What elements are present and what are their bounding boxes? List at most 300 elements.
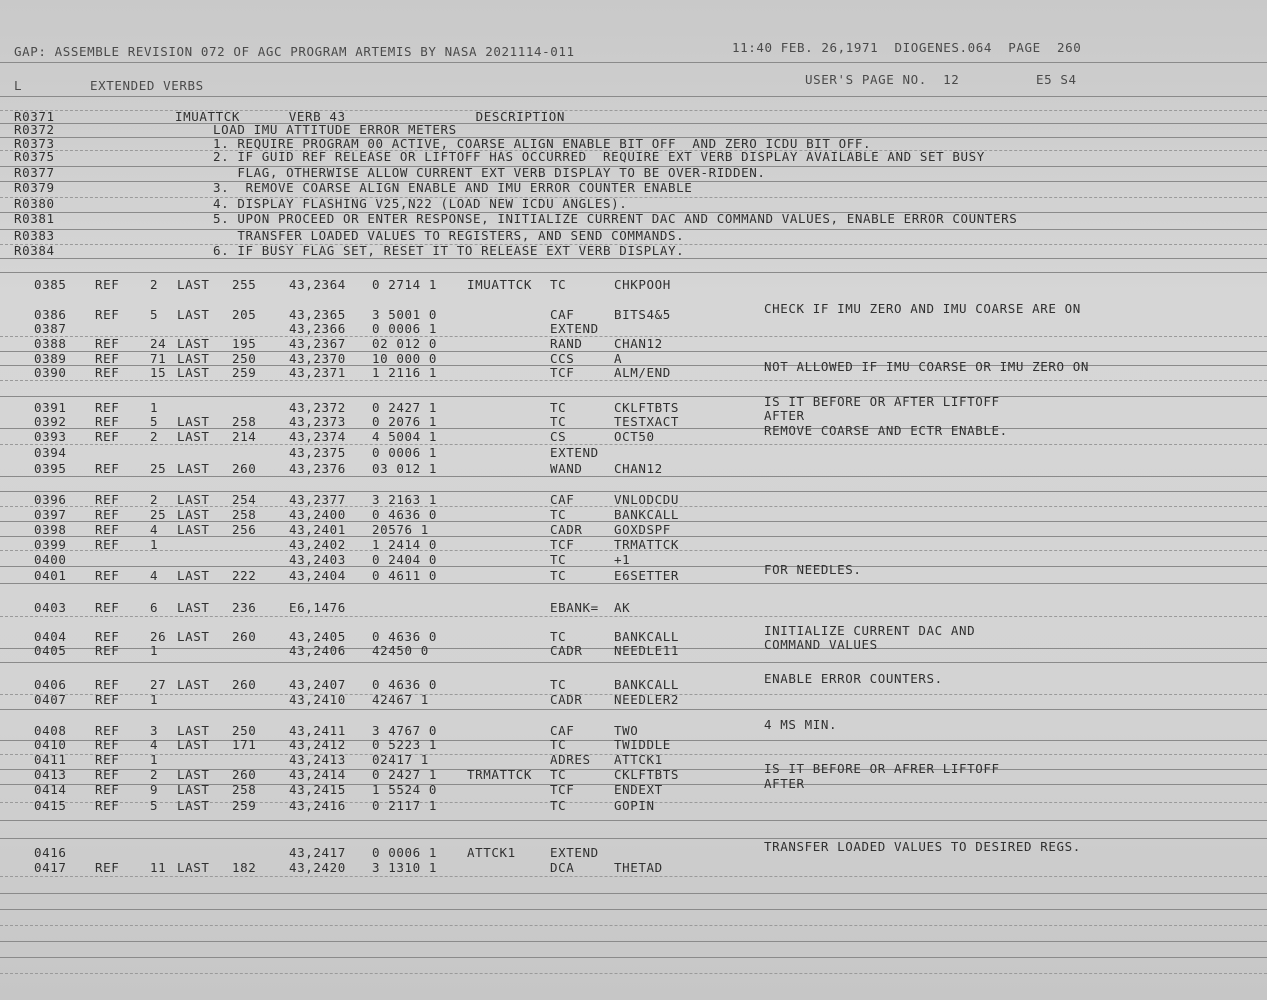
ref-marker: REF: [95, 336, 120, 351]
operand: CKLFTBTS: [614, 400, 680, 415]
opcode: TCF: [550, 782, 575, 797]
operand: OCT50: [614, 429, 655, 444]
address: 43,2366: [289, 321, 346, 336]
opcode: EXTEND: [550, 845, 599, 860]
last-line: 258: [232, 507, 257, 522]
last-line: 260: [232, 677, 257, 692]
address: 43,2417: [289, 845, 346, 860]
comment: INITIALIZE CURRENT DAC AND: [764, 623, 976, 638]
line-number: 0390: [34, 365, 67, 380]
octal-word: 3 5001 0: [372, 307, 438, 322]
last-marker: LAST: [177, 365, 210, 380]
operand: NEEDLE11: [614, 643, 680, 658]
line-number: 0386: [34, 307, 67, 322]
address: 43,2364: [289, 277, 346, 292]
opcode: CAF: [550, 723, 575, 738]
octal-word: 3 4767 0: [372, 723, 438, 738]
description-line-id: R0384: [14, 243, 55, 258]
octal-word: 42450 0: [372, 643, 429, 658]
last-marker: LAST: [177, 677, 210, 692]
ref-marker: REF: [95, 461, 120, 476]
last-line: 250: [232, 351, 257, 366]
comment: ENABLE ERROR COUNTERS.: [764, 671, 943, 686]
line-number: 0406: [34, 677, 67, 692]
address: E6,1476: [289, 600, 346, 615]
ref-marker: REF: [95, 414, 120, 429]
ref-count: 1: [150, 537, 159, 552]
last-marker: LAST: [177, 522, 210, 537]
description-line-text: TRANSFER LOADED VALUES TO REGISTERS, AND SEND COMMANDS.: [213, 228, 685, 243]
last-line: 260: [232, 767, 257, 782]
last-marker: LAST: [177, 492, 210, 507]
last-line: 214: [232, 429, 257, 444]
user-page-number: USER'S PAGE NO. 12: [805, 72, 960, 87]
opcode: TC: [550, 767, 567, 782]
opcode: CADR: [550, 692, 583, 707]
description-line-text: LOAD IMU ATTITUDE ERROR METERS: [213, 122, 457, 137]
paper-rule-line: [0, 258, 1267, 259]
ref-count: 2: [150, 429, 159, 444]
ref-marker: REF: [95, 351, 120, 366]
line-number: 0410: [34, 737, 67, 752]
last-line: 182: [232, 860, 257, 875]
description-line-id: R0381: [14, 211, 55, 226]
opcode: DCA: [550, 860, 575, 875]
ref-count: 27: [150, 677, 167, 692]
paper-rule-line: [0, 973, 1267, 974]
ref-count: 5: [150, 307, 159, 322]
operand: TWO: [614, 723, 639, 738]
paper-rule-line: [0, 444, 1267, 445]
address: 43,2413: [289, 752, 346, 767]
description-line-id: R0375: [14, 149, 55, 164]
line-number: 0391: [34, 400, 67, 415]
label: IMUATTCK: [467, 277, 533, 292]
last-marker: LAST: [177, 336, 210, 351]
ref-marker: REF: [95, 782, 120, 797]
ref-count: 4: [150, 522, 159, 537]
line-number: 0396: [34, 492, 67, 507]
comment: FOR NEEDLES.: [764, 562, 862, 577]
octal-word: 0 2714 1: [372, 277, 438, 292]
address: 43,2405: [289, 629, 346, 644]
ref-marker: REF: [95, 400, 120, 415]
last-marker: LAST: [177, 798, 210, 813]
octal-word: 1 5524 0: [372, 782, 438, 797]
header-assembly-line: GAP: ASSEMBLE REVISION 072 OF AGC PROGRAM ARTEMIS BY NASA 2021114-011: [14, 44, 575, 59]
ref-count: 24: [150, 336, 167, 351]
opcode: TC: [550, 737, 567, 752]
line-number: 0414: [34, 782, 67, 797]
opcode: CADR: [550, 643, 583, 658]
section-title: EXTENDED VERBS: [90, 78, 204, 93]
ref-count: 26: [150, 629, 167, 644]
last-marker: LAST: [177, 782, 210, 797]
address: 43,2375: [289, 445, 346, 460]
paper-rule-line: [0, 272, 1267, 273]
ref-marker: REF: [95, 537, 120, 552]
ref-count: 2: [150, 767, 159, 782]
paper-rule-line: [0, 96, 1267, 97]
ref-count: 25: [150, 461, 167, 476]
operand: AK: [614, 600, 631, 615]
octal-word: 3 1310 1: [372, 860, 438, 875]
description-line-id: R0383: [14, 228, 55, 243]
octal-word: 0 4611 0: [372, 568, 438, 583]
opcode: EXTEND: [550, 445, 599, 460]
ref-marker: REF: [95, 307, 120, 322]
operand: TRMATTCK: [614, 537, 680, 552]
line-number: 0403: [34, 600, 67, 615]
line-number: 0407: [34, 692, 67, 707]
ref-count: 11: [150, 860, 167, 875]
last-marker: LAST: [177, 351, 210, 366]
description-line-text: 6. IF BUSY FLAG SET, RESET IT TO RELEASE EXT VERB DISPLAY.: [213, 243, 685, 258]
octal-word: 0 2427 1: [372, 400, 438, 415]
description-line-id: R0377: [14, 165, 55, 180]
octal-word: 0 0006 1: [372, 445, 438, 460]
ref-count: 71: [150, 351, 167, 366]
operand: CKLFTBTS: [614, 767, 680, 782]
ref-marker: REF: [95, 277, 120, 292]
opcode: CAF: [550, 492, 575, 507]
ref-marker: REF: [95, 798, 120, 813]
octal-word: 20576 1: [372, 522, 429, 537]
address: 43,2376: [289, 461, 346, 476]
paper-rule-line: [0, 583, 1267, 584]
octal-word: 0 2076 1: [372, 414, 438, 429]
paper-rule-line: [0, 941, 1267, 942]
ref-count: 6: [150, 600, 159, 615]
last-marker: LAST: [177, 629, 210, 644]
line-number: 0400: [34, 552, 67, 567]
description-line-text: 4. DISPLAY FLASHING V25,N22 (LOAD NEW ICDU ANGLES).: [213, 196, 628, 211]
address: 43,2372: [289, 400, 346, 415]
line-number: 0405: [34, 643, 67, 658]
octal-word: 42467 1: [372, 692, 429, 707]
ref-marker: REF: [95, 629, 120, 644]
paper-rule-line: [0, 396, 1267, 397]
line-number: 0399: [34, 537, 67, 552]
last-line: 256: [232, 522, 257, 537]
last-line: 255: [232, 277, 257, 292]
operand: NEEDLER2: [614, 692, 680, 707]
comment: REMOVE COARSE AND ECTR ENABLE.: [764, 423, 1008, 438]
paper-rule-line: [0, 380, 1267, 381]
ref-marker: REF: [95, 752, 120, 767]
last-line: 171: [232, 737, 257, 752]
header-l-marker: L: [14, 78, 23, 93]
paper-rule-line: [0, 909, 1267, 910]
opcode: TC: [550, 277, 567, 292]
line-number: 0385: [34, 277, 67, 292]
description-line-id: R0379: [14, 180, 55, 195]
ref-marker: REF: [95, 568, 120, 583]
line-number: 0397: [34, 507, 67, 522]
address: 43,2371: [289, 365, 346, 380]
ref-count: 1: [150, 400, 159, 415]
operand: GOPIN: [614, 798, 655, 813]
line-number: 0387: [34, 321, 67, 336]
description-line-text: FLAG, OTHERWISE ALLOW CURRENT EXT VERB DISPLAY TO BE OVER-RIDDEN.: [213, 165, 766, 180]
operand: ENDEXT: [614, 782, 663, 797]
comment: COMMAND VALUES: [764, 637, 878, 652]
operand: GOXDSPF: [614, 522, 671, 537]
header-date-page: 11:40 FEB. 26,1971 DIOGENES.064 PAGE 260: [732, 40, 1082, 55]
last-marker: LAST: [177, 568, 210, 583]
address: 43,2377: [289, 492, 346, 507]
opcode: TC: [550, 677, 567, 692]
operand: +1: [614, 552, 631, 567]
operand: BANKCALL: [614, 677, 680, 692]
opcode: TC: [550, 507, 567, 522]
operand: BANKCALL: [614, 629, 680, 644]
address: 43,2367: [289, 336, 346, 351]
octal-word: 0 2117 1: [372, 798, 438, 813]
line-number: 0395: [34, 461, 67, 476]
ref-marker: REF: [95, 507, 120, 522]
line-number: 0398: [34, 522, 67, 537]
opcode: TC: [550, 798, 567, 813]
comment: 4 MS MIN.: [764, 717, 838, 732]
ref-count: 3: [150, 723, 159, 738]
line-number: 0389: [34, 351, 67, 366]
ref-marker: REF: [95, 692, 120, 707]
last-marker: LAST: [177, 600, 210, 615]
ref-marker: REF: [95, 522, 120, 537]
opcode: TC: [550, 414, 567, 429]
last-line: 258: [232, 782, 257, 797]
opcode: CCS: [550, 351, 575, 366]
address: 43,2370: [289, 351, 346, 366]
opcode: EBANK=: [550, 600, 599, 615]
ref-count: 5: [150, 414, 159, 429]
octal-word: 03 012 1: [372, 461, 438, 476]
opcode: RAND: [550, 336, 583, 351]
address: 43,2410: [289, 692, 346, 707]
octal-word: 0 4636 0: [372, 629, 438, 644]
last-line: 222: [232, 568, 257, 583]
address: 43,2411: [289, 723, 346, 738]
comment: IS IT BEFORE OR AFTER LIFTOFF: [764, 394, 1000, 409]
paper-rule-line: [0, 566, 1267, 567]
bank-code: E5 S4: [1036, 72, 1077, 87]
octal-word: 0 0006 1: [372, 845, 438, 860]
address: 43,2365: [289, 307, 346, 322]
address: 43,2420: [289, 860, 346, 875]
description-line-text: 5. UPON PROCEED OR ENTER RESPONSE, INITIALIZE CURRENT DAC AND COMMAND VALUES, ENABLE ERROR COUNTERS: [213, 211, 1018, 226]
opcode: TCF: [550, 537, 575, 552]
line-number: 0401: [34, 568, 67, 583]
description-line-id: R0372: [14, 122, 55, 137]
address: 43,2415: [289, 782, 346, 797]
last-line: 236: [232, 600, 257, 615]
ref-count: 4: [150, 568, 159, 583]
opcode: CS: [550, 429, 567, 444]
description-line-text: IMUATTCK VERB 43 DESCRIPTION: [175, 109, 566, 124]
ref-marker: REF: [95, 600, 120, 615]
address: 43,2401: [289, 522, 346, 537]
address: 43,2407: [289, 677, 346, 692]
line-number: 0415: [34, 798, 67, 813]
ref-count: 1: [150, 692, 159, 707]
last-marker: LAST: [177, 414, 210, 429]
ref-marker: REF: [95, 429, 120, 444]
last-marker: LAST: [177, 429, 210, 444]
ref-count: 5: [150, 798, 159, 813]
octal-word: 10 000 0: [372, 351, 438, 366]
line-number: 0392: [34, 414, 67, 429]
line-number: 0413: [34, 767, 67, 782]
opcode: TC: [550, 400, 567, 415]
paper-rule-line: [0, 957, 1267, 958]
octal-word: 0 2427 1: [372, 767, 438, 782]
line-number: 0393: [34, 429, 67, 444]
address: 43,2374: [289, 429, 346, 444]
opcode: TC: [550, 629, 567, 644]
address: 43,2403: [289, 552, 346, 567]
line-number: 0408: [34, 723, 67, 738]
last-line: 195: [232, 336, 257, 351]
last-line: 254: [232, 492, 257, 507]
opcode: CADR: [550, 522, 583, 537]
operand: TESTXACT: [614, 414, 680, 429]
octal-word: 1 2116 1: [372, 365, 438, 380]
last-line: 260: [232, 461, 257, 476]
operand: ALM/END: [614, 365, 671, 380]
address: 43,2400: [289, 507, 346, 522]
paper-rule-line: [0, 616, 1267, 617]
last-line: 250: [232, 723, 257, 738]
paper-rule-line: [0, 893, 1267, 894]
line-number: 0411: [34, 752, 67, 767]
last-marker: LAST: [177, 507, 210, 522]
operand: BITS4&5: [614, 307, 671, 322]
line-number: 0416: [34, 845, 67, 860]
last-marker: LAST: [177, 860, 210, 875]
octal-word: 0 4636 0: [372, 507, 438, 522]
description-line-text: 1. REQUIRE PROGRAM 00 ACTIVE, COARSE ALIGN ENABLE BIT OFF AND ZERO ICDU BIT OFF.: [213, 136, 872, 151]
comment: AFTER: [764, 408, 805, 423]
octal-word: 0 0006 1: [372, 321, 438, 336]
ref-marker: REF: [95, 767, 120, 782]
ref-count: 2: [150, 277, 159, 292]
last-marker: LAST: [177, 737, 210, 752]
paper-rule-line: [0, 62, 1267, 63]
operand: CHKPOOH: [614, 277, 671, 292]
label: ATTCK1: [467, 845, 516, 860]
ref-marker: REF: [95, 737, 120, 752]
opcode: CAF: [550, 307, 575, 322]
octal-word: 0 5223 1: [372, 737, 438, 752]
octal-word: 0 4636 0: [372, 677, 438, 692]
ref-marker: REF: [95, 492, 120, 507]
ref-marker: REF: [95, 365, 120, 380]
ref-count: 1: [150, 752, 159, 767]
address: 43,2406: [289, 643, 346, 658]
ref-count: 2: [150, 492, 159, 507]
ref-count: 25: [150, 507, 167, 522]
opcode: WAND: [550, 461, 583, 476]
paper-rule-line: [0, 925, 1267, 926]
ref-count: 9: [150, 782, 159, 797]
octal-word: 02 012 0: [372, 336, 438, 351]
opcode: ADRES: [550, 752, 591, 767]
last-marker: LAST: [177, 723, 210, 738]
operand: CHAN12: [614, 461, 663, 476]
description-line-id: R0373: [14, 136, 55, 151]
operand: VNLODCDU: [614, 492, 680, 507]
address: 43,2416: [289, 798, 346, 813]
paper-rule-line: [0, 820, 1267, 821]
line-number: 0404: [34, 629, 67, 644]
paper-rule-line: [0, 709, 1267, 710]
opcode: TC: [550, 568, 567, 583]
octal-word: 0 2404 0: [372, 552, 438, 567]
opcode: TCF: [550, 365, 575, 380]
last-marker: LAST: [177, 277, 210, 292]
ref-count: 4: [150, 737, 159, 752]
comment: CHECK IF IMU ZERO AND IMU COARSE ARE ON: [764, 301, 1081, 316]
comment: AFTER: [764, 776, 805, 791]
description-line-text: 3. REMOVE COARSE ALIGN ENABLE AND IMU ERROR COUNTER ENABLE: [213, 180, 693, 195]
operand: BANKCALL: [614, 507, 680, 522]
label: TRMATTCK: [467, 767, 533, 782]
ref-marker: REF: [95, 723, 120, 738]
octal-word: 1 2414 0: [372, 537, 438, 552]
description-line-id: R0380: [14, 196, 55, 211]
line-number: 0388: [34, 336, 67, 351]
ref-count: 15: [150, 365, 167, 380]
paper-rule-line: [0, 476, 1267, 477]
line-number: 0417: [34, 860, 67, 875]
address: 43,2373: [289, 414, 346, 429]
operand: TWIDDLE: [614, 737, 671, 752]
operand: CHAN12: [614, 336, 663, 351]
ref-marker: REF: [95, 677, 120, 692]
paper-rule-line: [0, 662, 1267, 663]
comment: IS IT BEFORE OR AFRER LIFTOFF: [764, 761, 1000, 776]
paper-rule-line: [0, 197, 1267, 198]
paper-rule-line: [0, 876, 1267, 877]
line-number: 0394: [34, 445, 67, 460]
operand: E6SETTER: [614, 568, 680, 583]
octal-word: 4 5004 1: [372, 429, 438, 444]
address: 43,2402: [289, 537, 346, 552]
last-line: 258: [232, 414, 257, 429]
last-marker: LAST: [177, 767, 210, 782]
ref-marker: REF: [95, 643, 120, 658]
last-line: 260: [232, 629, 257, 644]
last-line: 259: [232, 365, 257, 380]
octal-word: 02417 1: [372, 752, 429, 767]
operand: A: [614, 351, 623, 366]
octal-word: 3 2163 1: [372, 492, 438, 507]
opcode: TC: [550, 552, 567, 567]
last-line: 205: [232, 307, 257, 322]
ref-marker: REF: [95, 860, 120, 875]
last-line: 259: [232, 798, 257, 813]
last-marker: LAST: [177, 307, 210, 322]
ref-count: 1: [150, 643, 159, 658]
address: 43,2404: [289, 568, 346, 583]
opcode: EXTEND: [550, 321, 599, 336]
comment: TRANSFER LOADED VALUES TO DESIRED REGS.: [764, 839, 1081, 854]
description-line-text: 2. IF GUID REF RELEASE OR LIFTOFF HAS OCCURRED REQUIRE EXT VERB DISPLAY AVAILABLE AND SET BUSY: [213, 149, 985, 164]
last-marker: LAST: [177, 461, 210, 476]
address: 43,2414: [289, 767, 346, 782]
address: 43,2412: [289, 737, 346, 752]
